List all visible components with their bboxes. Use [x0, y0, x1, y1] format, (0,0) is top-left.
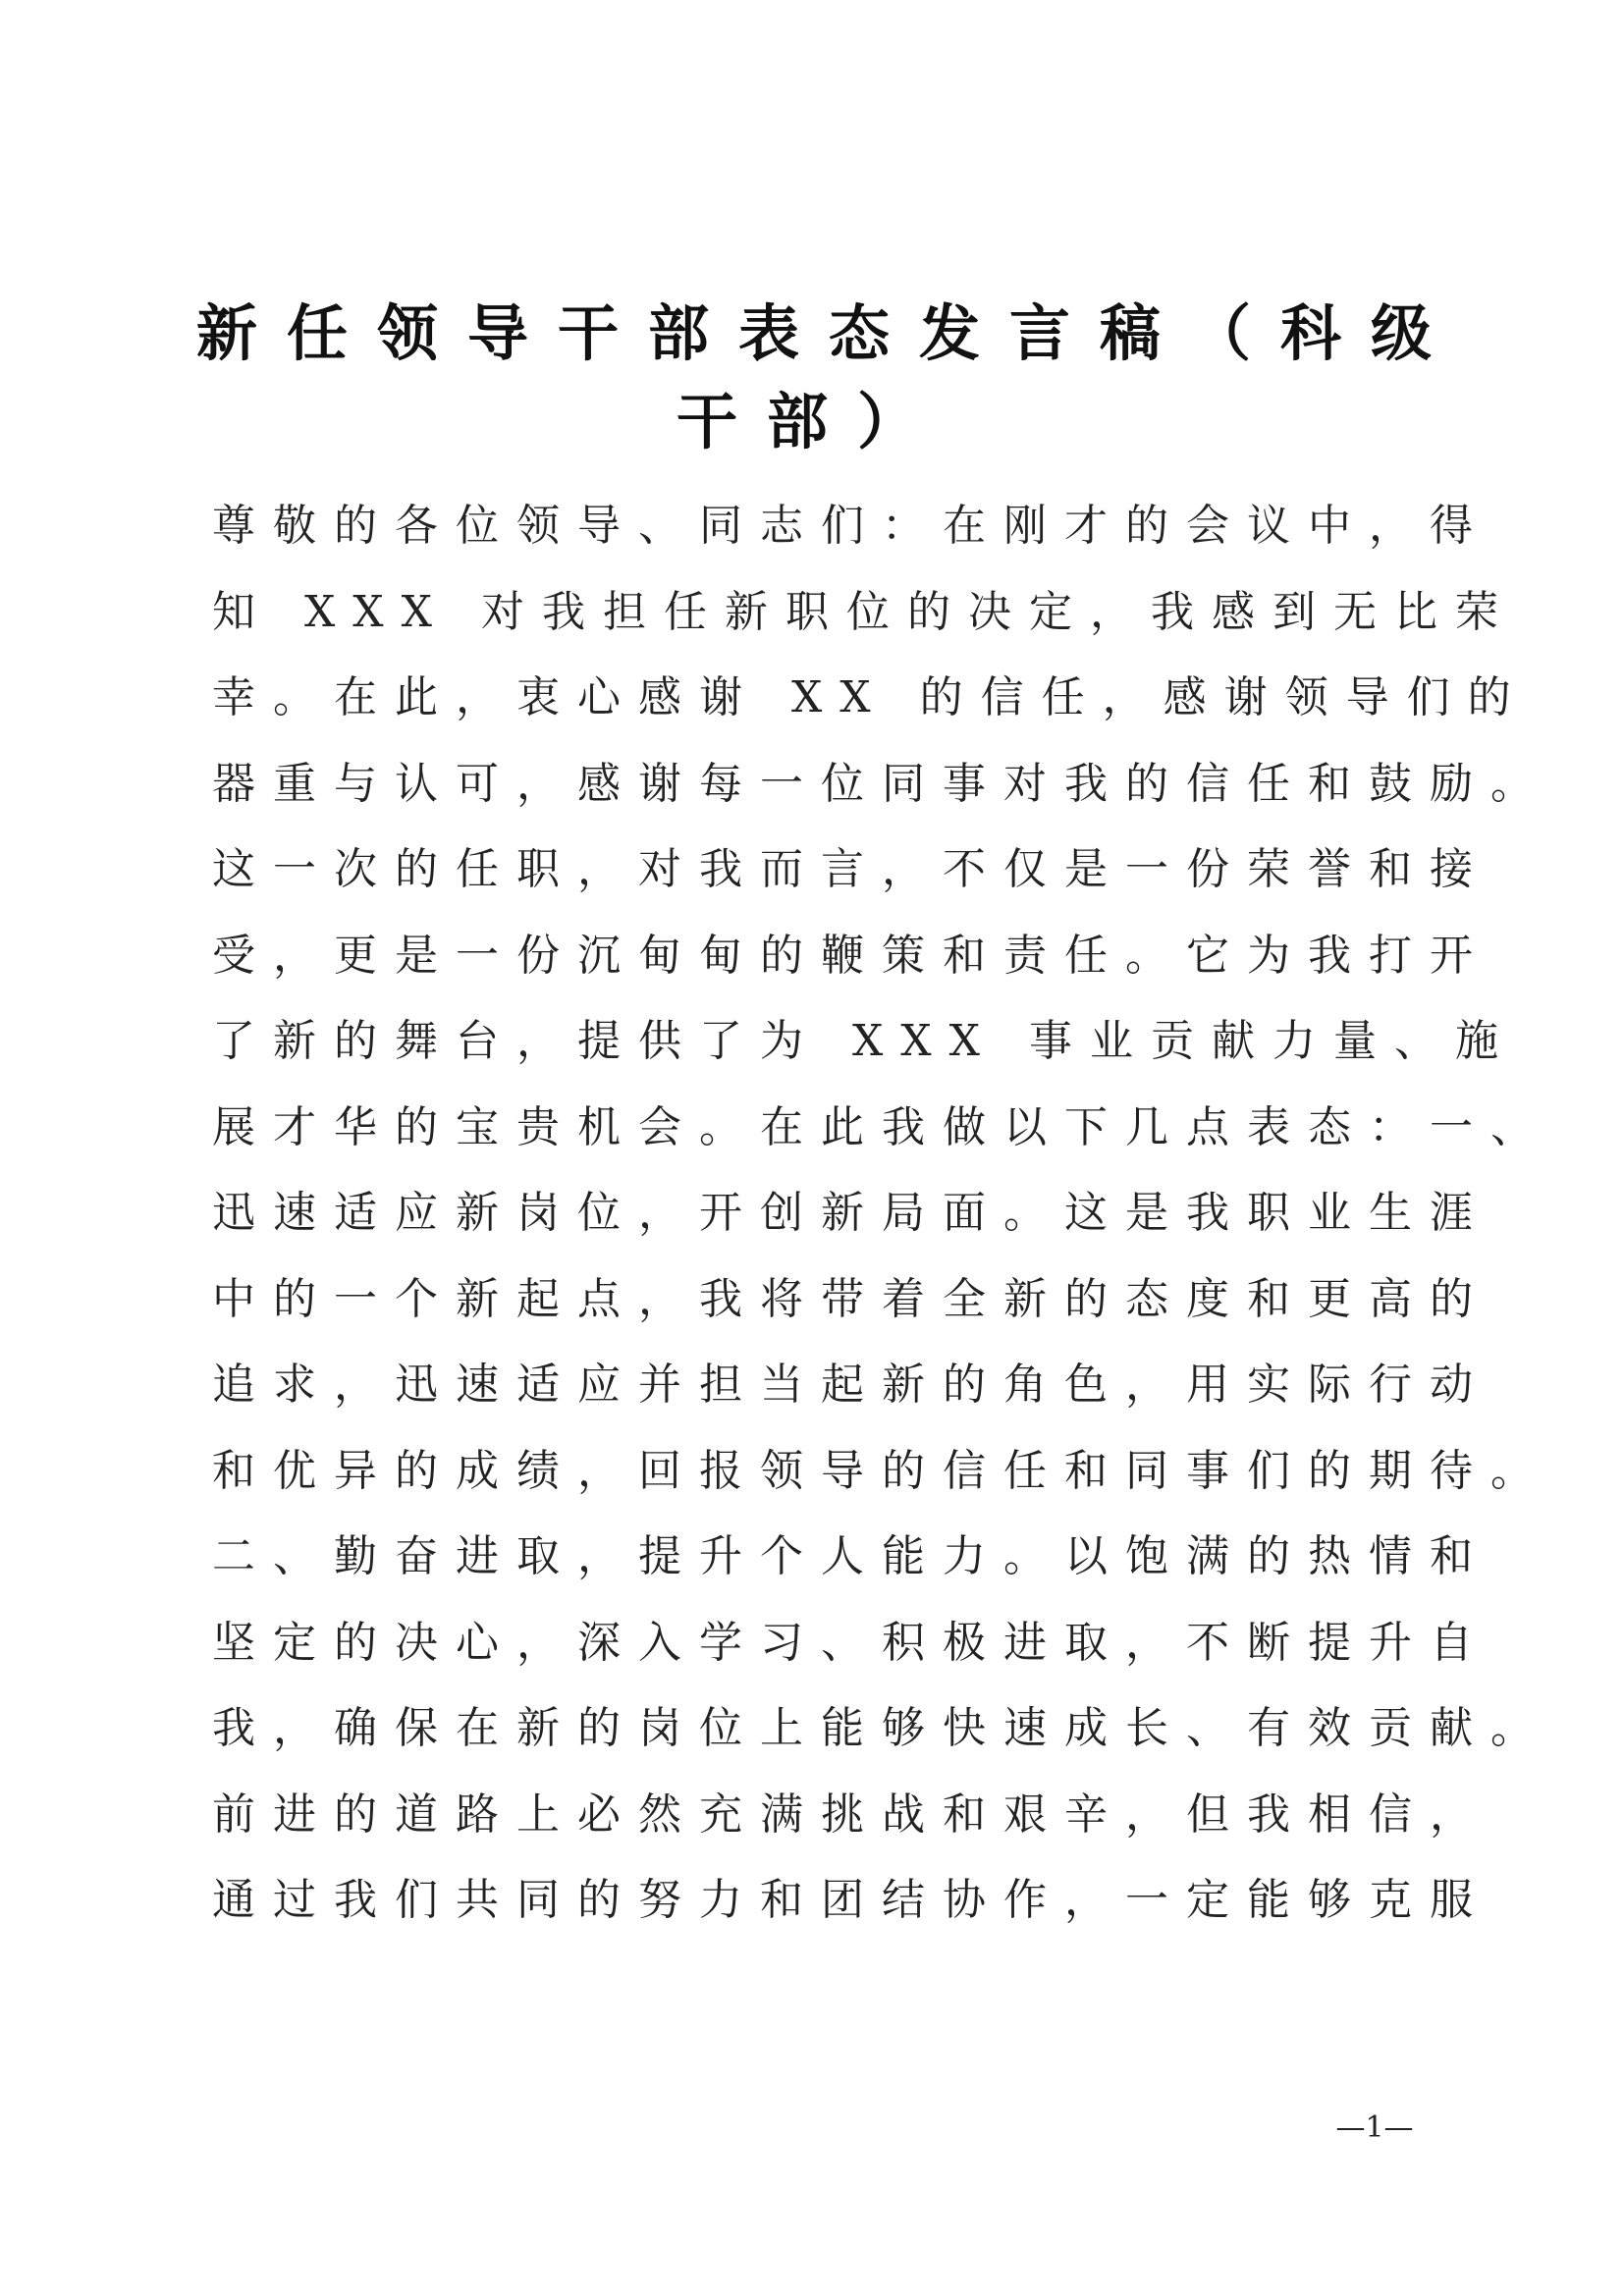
body-line: 展才华的宝贵机会。在此我做以下几点表态：一、	[212, 1101, 1551, 1152]
body-line: 器重与认可，感谢每一位同事对我的信任和鼓励。	[212, 758, 1551, 809]
body-line: 迅速适应新岗位，开创新局面。这是我职业生涯	[212, 1188, 1490, 1238]
body-line: 知 XXX 对我担任新职位的决定，我感到无比荣	[212, 586, 1516, 637]
body-line: 幸。在此，衷心感谢 XX 的信任，感谢领导们的	[212, 672, 1529, 722]
page-number: —1—	[1335, 2110, 1414, 2145]
speech-body	[212, 483, 1551, 1944]
document-title	[196, 290, 1462, 466]
body-line: 二、勤奋进取，提升个人能力。以饱满的热情和	[212, 1531, 1490, 1581]
body-line: 尊敬的各位领导、同志们：在刚才的会议中，得	[212, 501, 1490, 551]
body-line: 我，确保在新的岗位上能够快速成长、有效贡献。	[212, 1703, 1551, 1753]
body-line: 通过我们共同的努力和团结协作，一定能够克服	[212, 1875, 1490, 1925]
body-line: 坚定的决心，深入学习、积极进取，不断提升自	[212, 1617, 1490, 1668]
body-line: 了新的舞台，提供了为 XXX 事业贡献力量、施	[212, 1016, 1516, 1066]
title-line-1: 新任领导干部表态发言稿（科级	[196, 297, 1462, 369]
body-line: 中的一个新起点，我将带着全新的态度和更高的	[212, 1273, 1490, 1324]
body-line: 和优异的成绩，回报领导的信任和同事们的期待。	[212, 1445, 1551, 1496]
body-line: 受，更是一份沉甸甸的鞭策和责任。它为我打开	[212, 930, 1490, 981]
body-line: 前进的道路上必然充满挑战和艰辛，但我相信，	[212, 1789, 1490, 1840]
body-line: 追求，迅速适应并担当起新的角色，用实际行动	[212, 1360, 1490, 1410]
body-line: 这一次的任职，对我而言，不仅是一份荣誉和接	[212, 844, 1490, 894]
title-line-2: 干部）	[676, 386, 947, 457]
